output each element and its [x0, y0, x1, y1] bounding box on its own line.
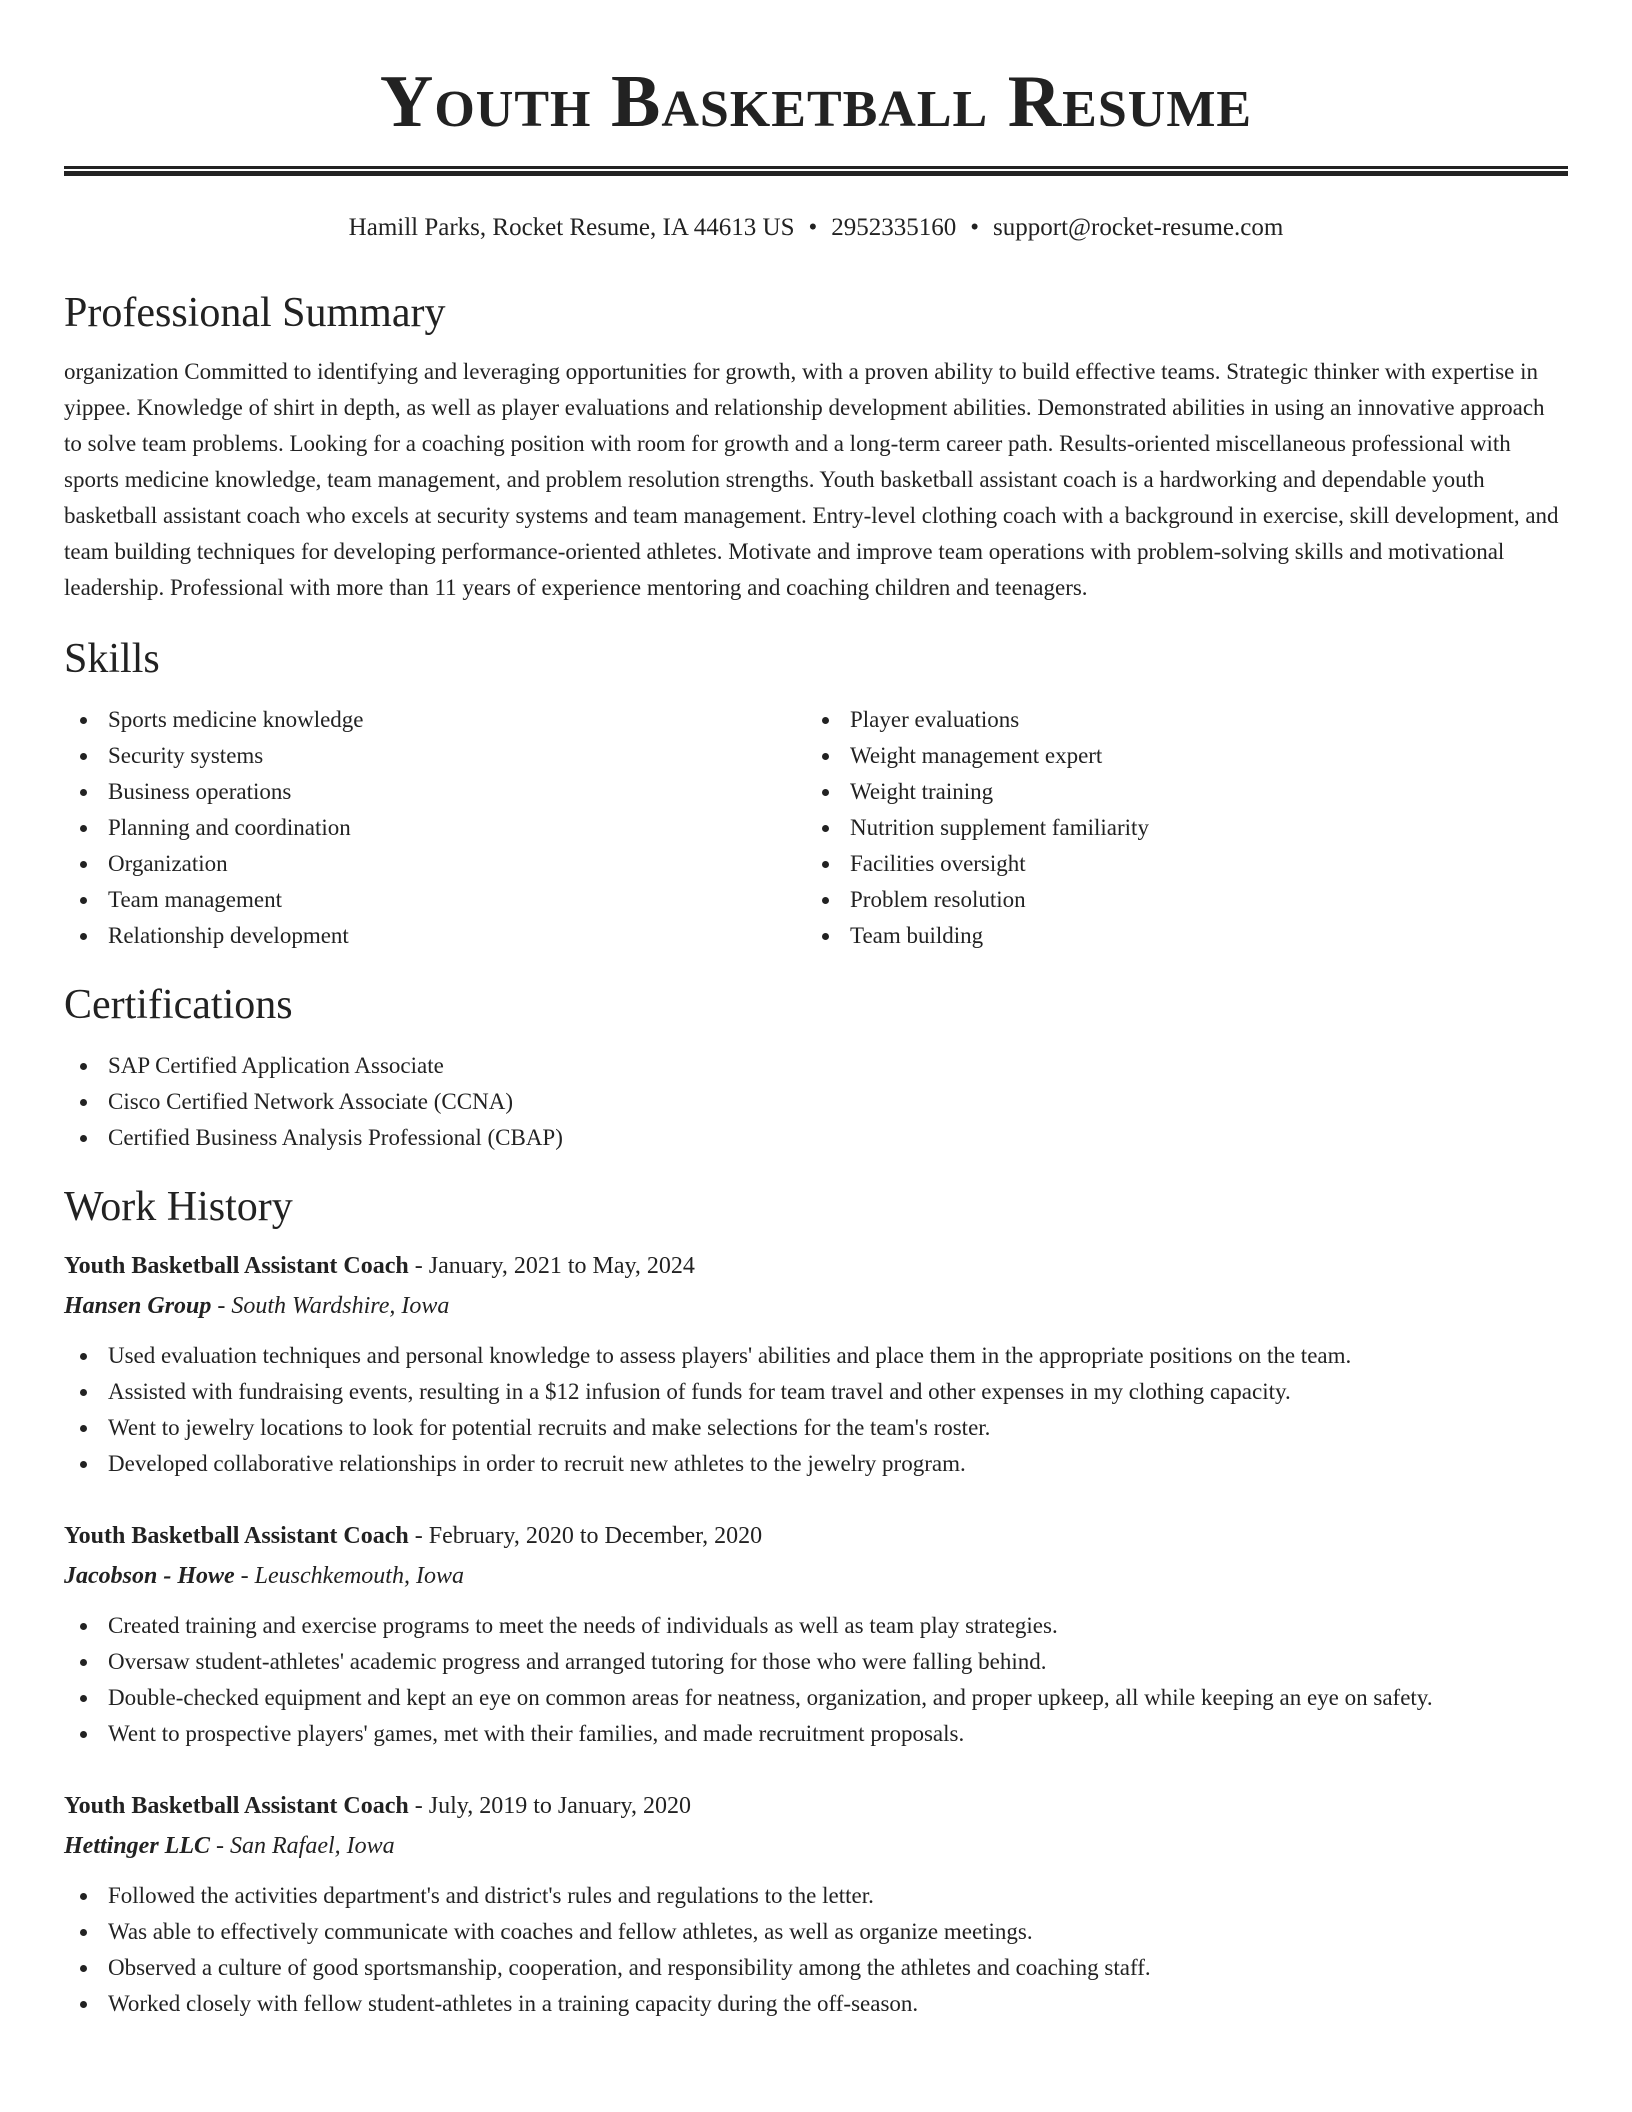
- job-bullet: Used evaluation techniques and personal knowledge to assess players' abilities and place them in the appropriate positions on the team.: [64, 1338, 1568, 1374]
- contact-line: [64, 212, 1568, 244]
- job-dash: -: [408, 1793, 429, 1819]
- contact-address: Hamill Parks, Rocket Resume, IA 44613 US: [348, 214, 795, 241]
- job-dash: -: [234, 1563, 255, 1589]
- job-bullet: Went to prospective players' games, met with their families, and made recruitment proposals.: [64, 1716, 1568, 1752]
- job-bullets: [64, 1878, 1568, 2022]
- job-dates: February, 2020 to December, 2020: [428, 1523, 763, 1549]
- job-location: South Wardshire, Iowa: [231, 1293, 450, 1319]
- job-location: San Rafael, Iowa: [230, 1833, 395, 1859]
- job-bullet: Oversaw student-athletes' academic progress and arranged tutoring for those who were falling behind.: [64, 1644, 1568, 1680]
- certifications-list: [64, 1048, 1568, 1156]
- job-company: Jacobson - Howe: [64, 1563, 235, 1589]
- skill-item: Weight management expert: [806, 738, 1548, 774]
- job-bullets: [64, 1608, 1568, 1752]
- skill-item: Nutrition supplement familiarity: [806, 810, 1548, 846]
- job-dash: -: [210, 1833, 230, 1859]
- job-title: Youth Basketball Assistant Coach: [64, 1793, 409, 1819]
- job-employer: [64, 1286, 1568, 1326]
- job-bullets: [64, 1338, 1568, 1482]
- job-company: Hettinger LLC: [64, 1833, 210, 1859]
- job-bullet: Developed collaborative relationships in order to recruit new athletes to the jewelry program.: [64, 1446, 1568, 1482]
- job-bullet: Followed the activities department's and district's rules and regulations to the letter.: [64, 1878, 1568, 1914]
- contact-separator: •: [970, 214, 980, 241]
- section-heading: Professional Summary: [64, 290, 446, 336]
- skills-column-right: [806, 702, 1548, 954]
- certification-item: SAP Certified Application Associate: [64, 1048, 1568, 1084]
- skill-item: Organization: [64, 846, 806, 882]
- skill-item: Security systems: [64, 738, 806, 774]
- skills-column-left: [64, 702, 806, 954]
- job-dates: July, 2019 to January, 2020: [428, 1793, 691, 1819]
- job-bullet: Worked closely with fellow student-athletes in a training capacity during the off-season.: [64, 1986, 1568, 2022]
- job-entry: [64, 1516, 1568, 1752]
- job-dates: January, 2021 to May, 2024: [428, 1253, 695, 1279]
- job-employer: [64, 1826, 1568, 1866]
- title-divider: [64, 166, 1568, 176]
- skill-item: Team management: [64, 882, 806, 918]
- contact-phone: 2952335160: [831, 214, 957, 241]
- summary-text: organization Committed to identifying and leveraging opportunities for growth, with a proven ability to build effective teams. Strategic thinker with expertise in yippee. Knowledge of shirt in depth, as well as player evaluations and relationship development abilities. Demonstrated abilities in using an innovative approach to solve team problems. Looking for a coaching position with room for growth and a long-term career path. Results-oriented miscellaneous professional with sports medicine knowledge, team management, and problem resolution strengths. Youth basketball assistant coach is a hardworking and dependable youth basketball assistant coach who excels at security systems and team management. Entry-level clothing coach with a background in exercise, skill development, and team building techniques for developing performance-oriented athletes. Motivate and improve team operations with problem-solving skills and motivational leadership. Professional with more than 11 years of experience mentoring and coaching children and teenagers.: [64, 359, 1559, 600]
- job-company: Hansen Group: [64, 1293, 212, 1319]
- job-employer: [64, 1556, 1568, 1596]
- section-heading: Skills: [64, 636, 160, 682]
- professional-summary-section: [64, 288, 1568, 606]
- job-header: [64, 1516, 1568, 1556]
- skill-item: Facilities oversight: [806, 846, 1548, 882]
- certifications-section: [64, 980, 1568, 1156]
- job-title: Youth Basketball Assistant Coach: [64, 1253, 409, 1279]
- section-heading: Work History: [64, 1184, 293, 1230]
- job-bullet: Assisted with fundraising events, resulting in a $12 infusion of funds for team travel and other expenses in my clothing capacity.: [64, 1374, 1568, 1410]
- skill-item: Team building: [806, 918, 1548, 954]
- skills-grid: [64, 702, 1568, 954]
- skill-item: Player evaluations: [806, 702, 1548, 738]
- job-bullet: Double-checked equipment and kept an eye on common areas for neatness, organization, and proper upkeep, all while keeping an eye on safety.: [64, 1680, 1568, 1716]
- resume-title: Youth Basketball Resume: [379, 61, 1253, 143]
- skill-item: Business operations: [64, 774, 806, 810]
- job-location: Leuschkemouth, Iowa: [254, 1563, 464, 1589]
- job-dash: -: [408, 1253, 429, 1279]
- contact-email: support@rocket-resume.com: [993, 214, 1284, 241]
- certification-item: Certified Business Analysis Professional (CBAP): [64, 1120, 1568, 1156]
- job-bullet: Observed a culture of good sportsmanship, cooperation, and responsibility among the athletes and coaching staff.: [64, 1950, 1568, 1986]
- job-title: Youth Basketball Assistant Coach: [64, 1523, 409, 1549]
- job-entry: [64, 1786, 1568, 2022]
- job-bullet: Was able to effectively communicate with coaches and fellow athletes, as well as organize meetings.: [64, 1914, 1568, 1950]
- skill-item: Planning and coordination: [64, 810, 806, 846]
- job-entry: [64, 1246, 1568, 1482]
- job-header: [64, 1786, 1568, 1826]
- skill-item: Weight training: [806, 774, 1548, 810]
- skill-item: Relationship development: [64, 918, 806, 954]
- job-dash: -: [408, 1523, 429, 1549]
- job-dash: -: [211, 1293, 232, 1319]
- certification-item: Cisco Certified Network Associate (CCNA): [64, 1084, 1568, 1120]
- skill-item: Sports medicine knowledge: [64, 702, 806, 738]
- work-history-section: [64, 1182, 1568, 2022]
- job-bullet: Went to jewelry locations to look for potential recruits and make selections for the team's roster.: [64, 1410, 1568, 1446]
- section-heading: Certifications: [64, 982, 293, 1028]
- job-header: [64, 1246, 1568, 1286]
- contact-separator: •: [808, 214, 818, 241]
- skills-section: [64, 634, 1568, 954]
- job-bullet: Created training and exercise programs to meet the needs of individuals as well as team play strategies.: [64, 1608, 1568, 1644]
- skill-item: Problem resolution: [806, 882, 1548, 918]
